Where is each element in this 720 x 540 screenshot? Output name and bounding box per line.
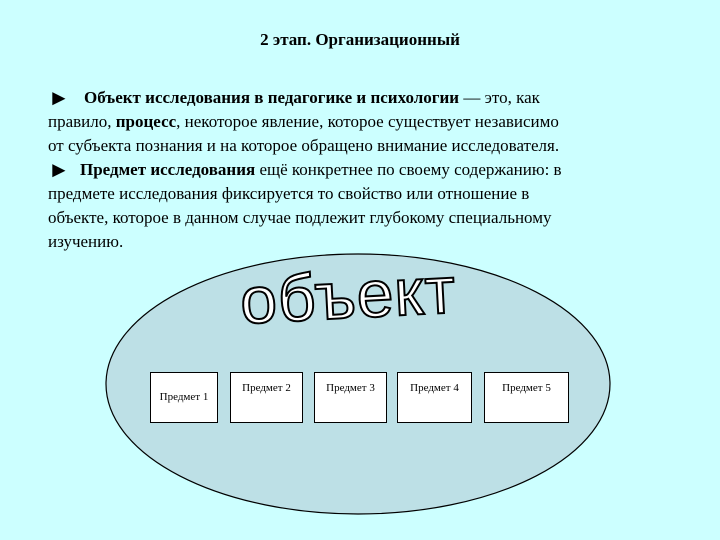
subject-box-3: Предмет 3 bbox=[314, 372, 387, 423]
subject-box-2: Предмет 2 bbox=[230, 372, 303, 423]
object-wordart: объект bbox=[238, 252, 458, 338]
object-term: Объект исследования в педагогике и психологии bbox=[84, 88, 460, 107]
text-fragment: правило, bbox=[48, 112, 116, 131]
subject-box-1: Предмет 1 bbox=[150, 372, 218, 423]
subject-term: Предмет исследования bbox=[80, 160, 256, 179]
process-term: процесс bbox=[115, 112, 177, 131]
subject-box-5: Предмет 5 bbox=[484, 372, 569, 423]
text-line: изучению. bbox=[48, 232, 124, 251]
slide-title: 2 этап. Организационный bbox=[260, 30, 460, 49]
text-fragment: , некоторое явление, которое существует независимо bbox=[176, 112, 559, 131]
bullet-arrow-icon: ► bbox=[48, 157, 70, 182]
text-line: объекте, которое в данном случае подлежит глубокому специальному bbox=[48, 208, 552, 227]
subject-box-4: Предмет 4 bbox=[397, 372, 472, 423]
text-fragment: — это, как bbox=[459, 88, 540, 107]
text-line: предмете исследования фиксируется то свойство или отношение в bbox=[48, 184, 530, 203]
text-fragment: ещё конкретнее по своему содержанию: в bbox=[255, 160, 562, 179]
bullet-arrow-icon: ► bbox=[48, 85, 70, 110]
text-line: от субъекта познания и на которое обращено внимание исследователя. bbox=[48, 136, 560, 155]
